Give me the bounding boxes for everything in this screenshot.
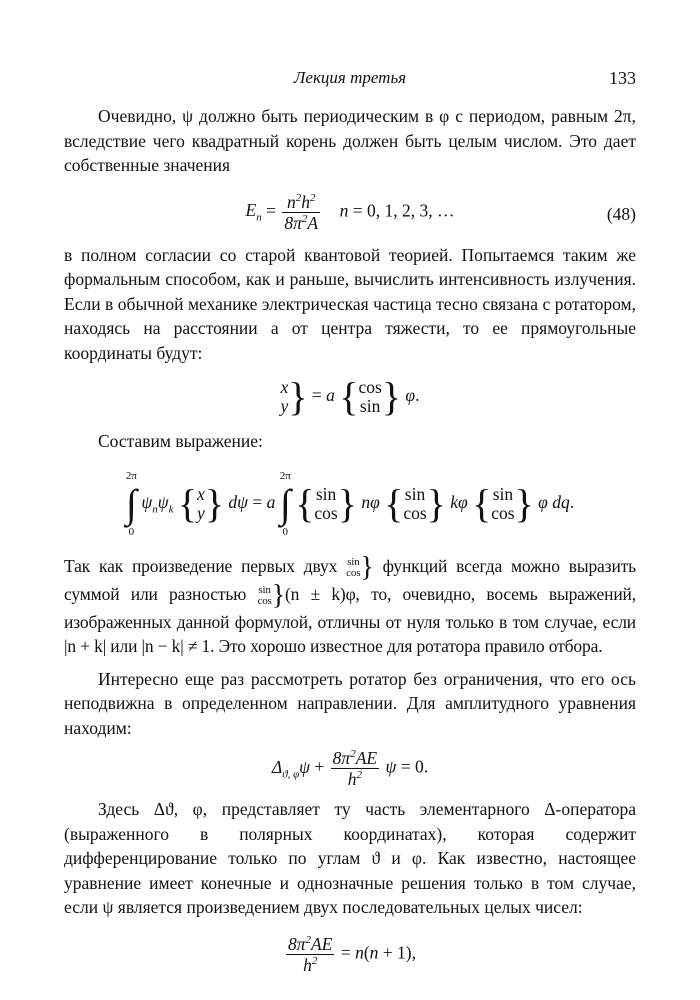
paragraph-quantum-theory: в полном согласии со старой квантовой теорией. Попытаемся таким же формальным способом, как и раньше, вычислить интенсивность излучения. Если в обычной механике электрическая частица тесно связана с ротатором, находясь на расстоянии a от центра тяжести, то ее прямоугольные координаты будут: xyxy=(64,244,636,363)
equation-48: $E_n$ = $\frac{n^2h^2}{8\pi^2A}$ n = 0, 1, 2, 3, … (48) xyxy=(245,191,636,233)
equation-amplitude: $\Delta_{ϑ, \varphi}\psi$ + $\frac{8\pi^2AE}{h^2}$ ψ = 0. xyxy=(271,748,429,789)
equation-eigen: $\frac{8\pi^2AE}{h^2}$ = n(n + 1), xyxy=(288,933,416,975)
sin-cos-stack: sin cos xyxy=(346,555,361,579)
sin-cos-stack: sin cos xyxy=(257,583,272,607)
paragraph-delta-operator: Здесь Δϑ, φ, представляет ту часть элементарного Δ-оператора (выраженного в полярных координатах), которая содержит дифференцирование только по углам ϑ и φ. Как известно, настоящее уравнение имеет конечные и однозначные решения только в том случае, если ψ является произведением двух последовательных целых чисел: xyxy=(64,799,636,917)
page-number: 133 xyxy=(609,68,636,88)
paragraph-periodicity: Очевидно, ψ должно быть периодическим в φ с периодом, равным 2π, вследствие чего квадратный корень должен быть целым числом. Это дает собственные значения xyxy=(64,106,636,175)
page-header xyxy=(64,68,636,92)
selection-rule-part-3: (n ± k)φ, то, очевидно, восемь выражений, изображенных данной формулой, отличны от нуля только в том случае, если |n + k| или |n − k| ≠ 1. Это хорошо известное для ротатора правило отбора. xyxy=(64,583,636,656)
equation-number: (48) xyxy=(606,203,636,224)
selection-rule-part-1: Так как произведение первых двух xyxy=(64,555,338,576)
paragraph-selection-rule: Так как произведение первых двух sin cos } функций всегда можно выразить суммой или разностью sin cos }(n ± k)φ, то, очевидно, восемь выражений, изображенных данной формулой, отличны от нуля только в том случае, если |n + k| или |n − k| ≠ 1. Это хорошо известное для ротатора правило отбора. xyxy=(64,551,636,656)
running-title: Лекция третья xyxy=(293,68,407,87)
selection-rule-part-2: функций всегда можно выразить суммой или разностью xyxy=(64,555,636,604)
page-body xyxy=(64,104,636,985)
paragraph-rotator: Интересно еще раз рассмотреть ротатор без ограничения, что его ось неподвижна в определенном направлении. Для амплитудного уравнения находим: xyxy=(64,668,636,738)
equation-integral: 2π ∫ 0 $\psi_n\psi_k$ { x y } dψ = a 2π ∫ 0 { sin cos } nφ { sin cos } kφ { sin cos } φ dq. xyxy=(125,469,575,538)
paragraph-compose: Составим выражение: xyxy=(98,431,263,451)
equation-coordinates: x y } = a { cos sin } φ. xyxy=(280,374,420,419)
